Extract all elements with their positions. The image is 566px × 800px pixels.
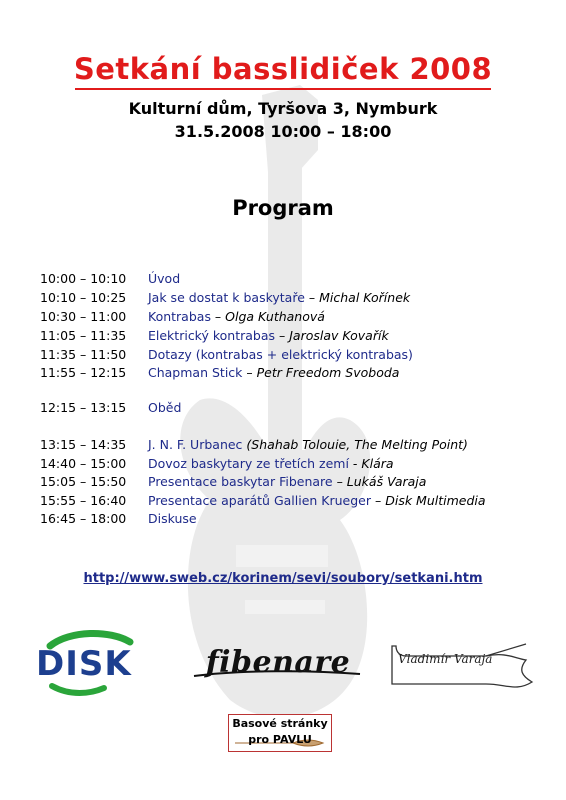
slot-topic: Presentace baskytar Fibenare <box>148 474 333 489</box>
disk-logo: DISK <box>36 644 132 684</box>
venue-line: Kulturní dům, Tyršova 3, Nymburk <box>128 99 438 118</box>
slot-topic: Presentace aparátů Gallien Krueger <box>148 493 372 508</box>
event-title: Setkání basslidiček 2008 <box>73 52 493 86</box>
slot-speaker: Klára <box>361 456 394 471</box>
slot-separator: – <box>371 493 386 508</box>
slot-separator: – <box>242 365 257 380</box>
slot-topic: Oběd <box>148 400 182 415</box>
slot-separator: - <box>348 456 362 471</box>
slot-speaker: Petr Freedom Svoboda <box>256 365 400 380</box>
bass-pages-badge[interactable] <box>228 714 332 752</box>
slot-topic: Diskuse <box>148 511 197 526</box>
date-time-line: 31.5.2008 10:00 – 18:00 <box>174 122 392 141</box>
slot-topic: Jak se dostat k baskytaře <box>148 290 305 305</box>
slot-time: 10:10 – 10:25 <box>40 290 127 305</box>
slot-time: 15:05 – 15:50 <box>40 474 127 489</box>
slot-time: 10:30 – 11:00 <box>40 309 127 324</box>
slot-speaker: Lukáš Varaja <box>346 474 427 489</box>
title-underline <box>75 88 491 90</box>
slot-speaker: (Shahab Tolouie, The Melting Point) <box>246 437 468 452</box>
slot-time: 14:40 – 15:00 <box>40 456 127 471</box>
slot-separator: – <box>275 328 290 343</box>
slot-topic: Kontrabas <box>148 309 211 324</box>
slot-time: 10:00 – 10:10 <box>40 271 127 286</box>
program-heading: Program <box>232 196 334 220</box>
slot-separator: – <box>304 290 320 305</box>
slot-speaker: Michal Kořínek <box>319 290 411 305</box>
slot-topic: Dotazy (kontrabas + elektrický kontrabas) <box>148 347 413 362</box>
badge-line-1: Basové stránky <box>232 717 328 730</box>
slot-time: 12:15 – 13:15 <box>40 400 127 415</box>
fibenare-logo: fibenare <box>205 645 351 680</box>
slot-speaker: Disk Multimedia <box>385 493 486 508</box>
slot-topic: J. N. F. Urbanec <box>148 437 243 452</box>
slot-speaker: Olga Kuthanová <box>225 309 325 324</box>
slot-time: 11:55 – 12:15 <box>40 365 127 380</box>
slot-time: 13:15 – 14:35 <box>40 437 127 452</box>
slot-topic: Dovoz baskytary ze třetích zemí <box>148 456 349 471</box>
event-link[interactable]: http://www.sweb.cz/korinem/sevi/soubory/setkani.htm <box>83 571 483 586</box>
slot-topic: Elektrický kontrabas <box>148 328 276 343</box>
slot-time: 11:05 – 11:35 <box>40 328 127 343</box>
badge-line-2: pro PAVLU <box>248 733 312 746</box>
slot-speaker: Jaroslav Kovařík <box>289 328 389 343</box>
slot-separator: – <box>210 309 226 324</box>
slot-topic: Úvod <box>148 271 181 286</box>
signature-logo-text: Vladimír Varaja <box>398 652 493 666</box>
slot-separator: – <box>332 474 347 489</box>
slot-topic: Chapman Stick <box>148 365 243 380</box>
slot-time: 16:45 – 18:00 <box>40 511 127 526</box>
slot-time: 15:55 – 16:40 <box>40 493 127 508</box>
slot-time: 11:35 – 11:50 <box>40 347 127 362</box>
